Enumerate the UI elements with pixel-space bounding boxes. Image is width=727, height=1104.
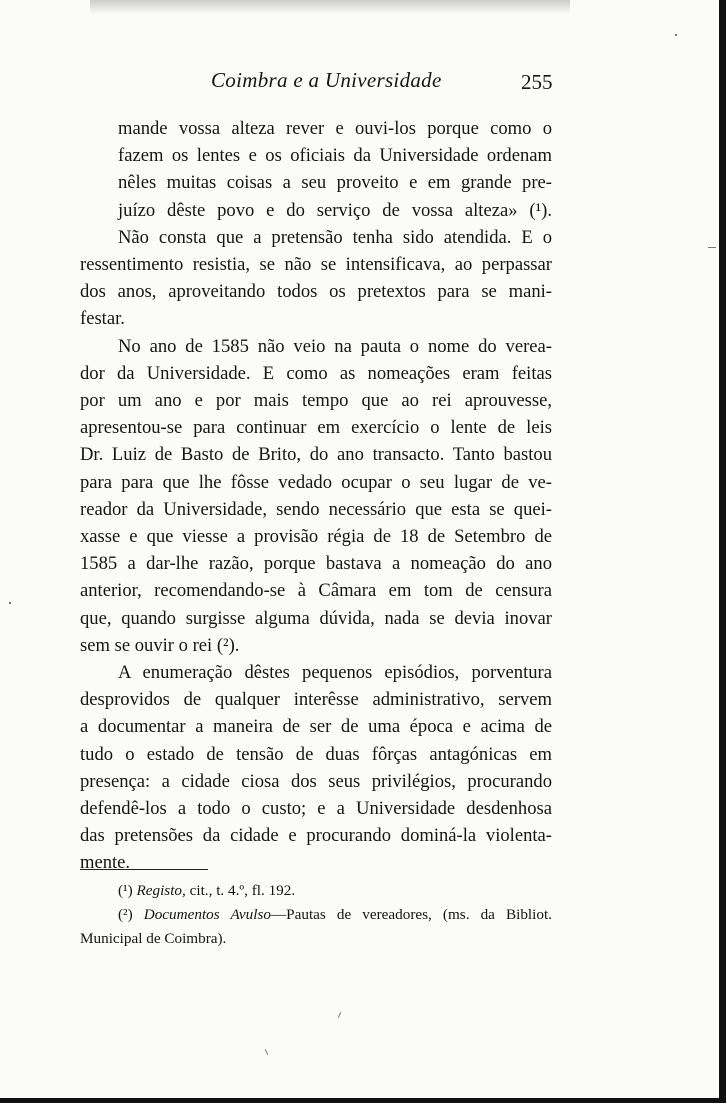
margin-mark — [338, 1012, 341, 1018]
page-number: 255 — [521, 70, 553, 94]
body-text — [80, 115, 552, 877]
text-line: apresentou-se para continuar em exercício o lente de leis — [80, 417, 552, 439]
text-line: nêles muitas coisas a seu proveito e em grande pre- — [118, 172, 552, 194]
text-line: mente. — [80, 852, 131, 874]
footnotes — [80, 879, 552, 951]
footnote-2 — [80, 903, 552, 927]
text-line: Dr. Luiz de Basto de Brito, do ano transacto. Tanto bastou — [80, 444, 552, 466]
text-line: sem se ouvir o rei (²). — [80, 634, 240, 656]
text-line: reador da Universidade, sendo necessário que esta se quei- — [80, 498, 552, 520]
margin-mark — [265, 1049, 268, 1055]
footnote-1-marker: (¹) — [118, 882, 133, 899]
text-line: fazem os lentes e os oficiais da Universidade ordenam — [118, 145, 552, 167]
text-line: defendê-los a todo o custo; e a Universidade desdenhosa — [80, 798, 552, 820]
text-line: dos anos, aproveitando todos os pretextos para se mani- — [80, 281, 552, 303]
footnote-2-continuation: Municipal de Coimbra). — [80, 930, 227, 947]
margin-mark — [9, 602, 11, 604]
text-line: tudo o estado de tensão de duas fôrças antagónicas em — [80, 743, 552, 765]
text-line: festar. — [80, 308, 125, 330]
text-line: presença: a cidade ciosa dos seus privilégios, procurando — [80, 770, 552, 792]
text-line: a documentar a maneira de ser de uma época e acima de — [80, 716, 552, 738]
footnote-2-title: Documentos Avulso — [143, 906, 271, 923]
text-line: por um ano e por mais tempo que ao rei aprouvesse, — [80, 390, 552, 412]
footnote-2-marker: (²) — [118, 906, 133, 923]
text-line: ressentimento resistia, se não se intensificava, ao perpassar — [80, 254, 552, 276]
text-line: mande vossa alteza rever e ouvi-los porque como o — [118, 118, 552, 139]
scan-smudge — [90, 0, 570, 14]
text-line: dor da Universidade. E como as nomeações eram feitas — [80, 362, 552, 384]
text-line: juízo dêste povo e do serviço de vossa alteza» (¹). — [118, 199, 552, 221]
footnote-divider — [80, 869, 208, 870]
text-line: xasse e que viesse a provisão régia de 18 de Setembro de — [80, 526, 552, 548]
text-line: 1585 a dar-lhe razão, porque bastava a nomeação do ano — [80, 553, 552, 575]
margin-mark — [675, 34, 677, 36]
page-header — [0, 68, 719, 98]
text-line: que, quando surgisse alguma dúvida, nada se devia inovar — [80, 607, 552, 629]
running-title: Coimbra e a Universidade — [211, 68, 442, 92]
text-line: Não consta que a pretensão tenha sido atendida. E o — [118, 226, 552, 248]
text-line: No ano de 1585 não veio na pauta o nome do verea- — [118, 335, 552, 357]
text-line: A enumeração dêstes pequenos episódios, porventura — [118, 662, 552, 684]
text-line: das pretensões da cidade e procurando dominá-la violenta- — [80, 825, 552, 847]
footnote-2-text: —Pautas de vereadores, (ms. da Bibliot. — [270, 906, 552, 923]
footnote-1 — [80, 879, 552, 903]
margin-mark — [708, 247, 716, 248]
text-line: para para que lhe fôsse vedado ocupar o seu lugar de ve- — [80, 471, 552, 493]
text-line: desprovidos de qualquer interêsse administrativo, servem — [80, 689, 552, 711]
footnote-1-title: Registo, — [136, 882, 186, 899]
footnote-1-text: cit., t. 4.º, fl. 192. — [189, 882, 296, 899]
text-line: anterior, recomendando-se à Câmara em tom de censura — [80, 580, 552, 602]
